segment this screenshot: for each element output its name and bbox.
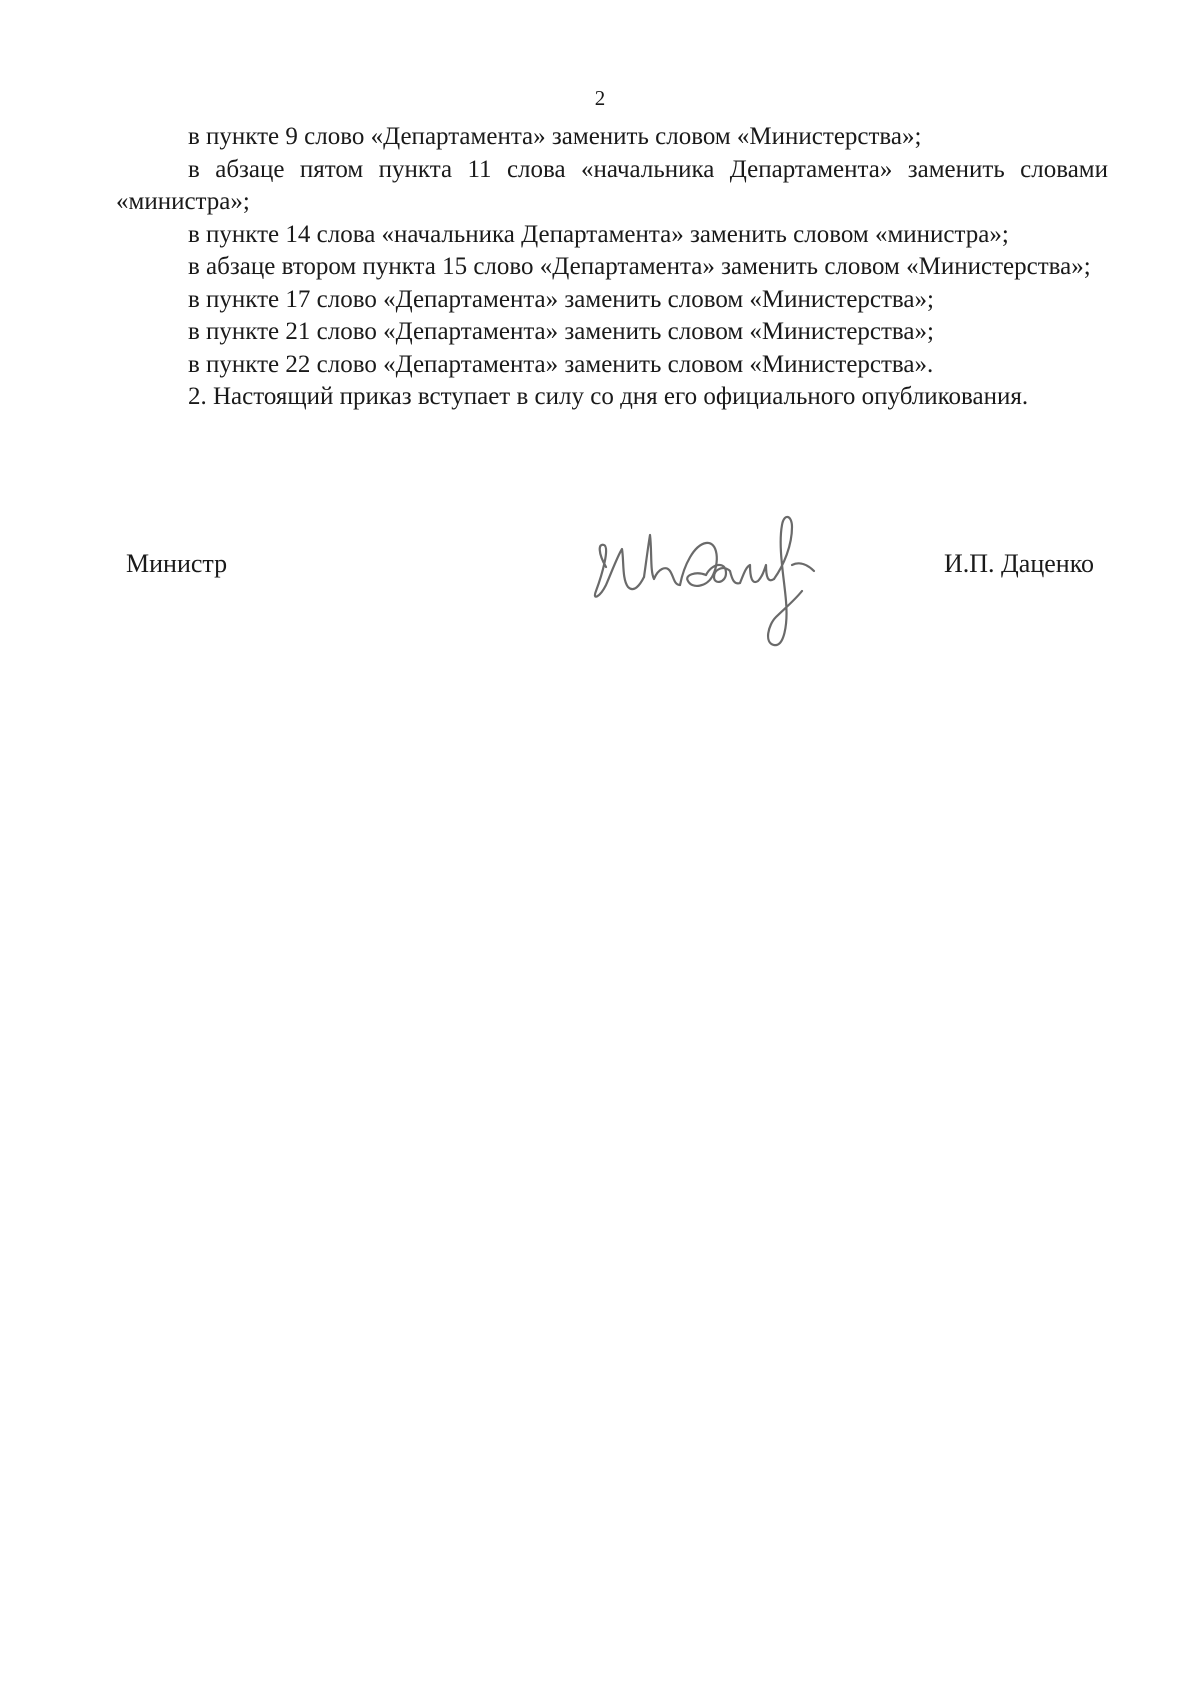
paragraph-item-21: в пункте 21 слово «Департамента» заменить словом «Министерства»; [188,318,934,345]
signer-name: И.П. Даценко [944,549,1095,578]
paragraph-item-15: в абзаце втором пункта 15 слово «Департамента» заменить словом «Министерства»; [188,253,1091,280]
signature-block [0,505,1200,665]
position-title: Министр [126,549,228,578]
paragraph-item-11: в абзаце пятом пункта 11 слова «начальника Департамента» заменить словами «министра»; [116,155,1108,215]
paragraph-item-9: в пункте 9 слово «Департамента» заменить словом «Министерства»; [188,123,922,150]
paragraph-item-22: в пункте 22 слово «Департамента» заменить словом «Министерства». [188,350,934,378]
handwritten-signature [588,505,828,655]
paragraph-effective-date: 2. Настоящий приказ вступает в силу со дня его официального опубликования. [188,383,1029,410]
paragraph-item-17: в пункте 17 слово «Департамента» заменить словом «Министерства»; [188,285,934,313]
document-body [116,121,1108,414]
page-number: 2 [594,86,606,110]
paragraph-item-14: в пункте 14 слова «начальника Департамента» заменить словом «министра»; [188,220,1009,248]
